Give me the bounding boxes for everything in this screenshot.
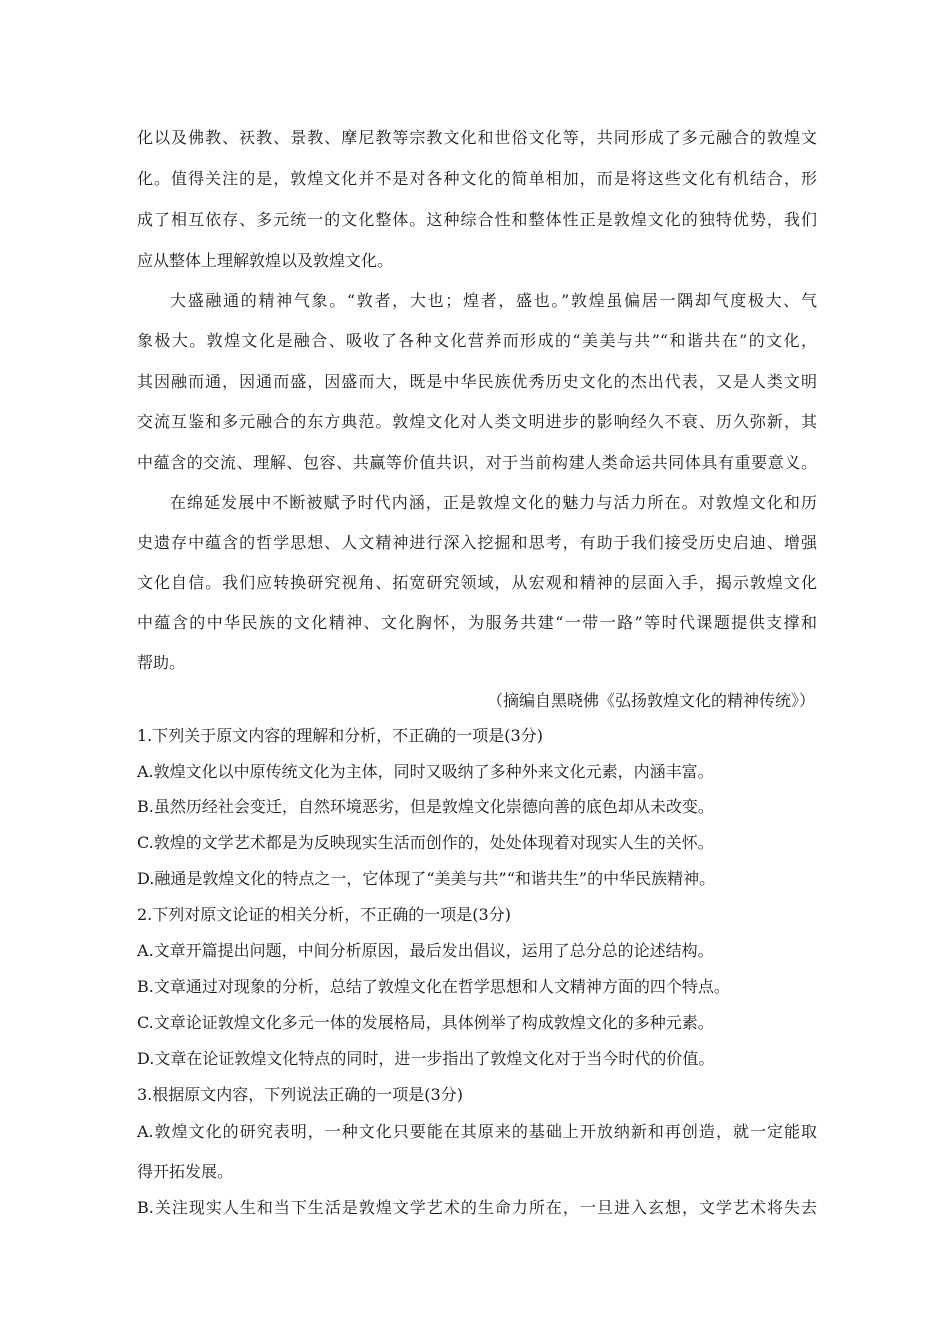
question-2-option-b: B.文章通过对现象的分析，总结了敦煌文化在哲学思想和人文精神方面的四个特点。 — [137, 977, 730, 996]
question-1-option-c: C.敦煌的文学艺术都是为反映现实生活而创作的，处处体现着对现实人生的关怀。 — [137, 833, 714, 852]
passage-p1-line-3: 成了相互依存、多元统一的文化整体。这种综合性和整体性正是敦煌文化的独特优势，我们 — [137, 210, 817, 229]
question-1-option-b: B.虽然历经社会变迁，自然环境恶劣，但是敦煌文化崇德向善的底色却从未改变。 — [137, 797, 714, 816]
question-3-option-a-line-2: 得开拓发展。 — [137, 1162, 234, 1181]
passage-p1-line-2: 化。值得关注的是，敦煌文化并不是对各种文化的简单相加，而是将这些文化有机结合，形 — [137, 169, 817, 188]
question-1-option-a: A.敦煌文化以中原传统文化为主体，同时又吸纳了多种外来文化元素，内涵丰富。 — [137, 762, 714, 781]
question-2-option-a: A.文章开篇提出问题，中间分析原因，最后发出倡议，运用了总分总的论述结构。 — [137, 941, 714, 960]
question-2-option-c: C.文章论证敦煌文化多元一体的发展格局，具体例举了构成敦煌文化的多种元素。 — [137, 1013, 714, 1032]
question-3-option-a-line-1: A.敦煌文化的研究表明，一种文化只要能在其原来的基础上开放纳新和再创造，就一定能取 — [137, 1122, 817, 1141]
passage-p1-line-1: 化以及佛教、祆教、景教、摩尼教等宗教文化和世俗文化等，共同形成了多元融合的敦煌文 — [137, 128, 817, 147]
passage-p3-line-4: 中蕴含的中华民族的文化精神、文化胸怀，为服务共建“一带一路”等时代课题提供支撑和 — [137, 613, 817, 632]
passage-p2-line-2: 象极大。敦煌文化是融合、吸收了各种文化营养而形成的“美美与共”“和谐共在”的文化， — [137, 331, 817, 350]
passage-p1-line-4: 应从整体上理解敦煌以及敦煌文化。 — [137, 251, 394, 270]
question-1-option-d: D.融通是敦煌文化的特点之一，它体现了“美美与共”“和谐共生”的中华民族精神。 — [137, 869, 716, 888]
passage-p2-line-5: 中蕴含的交流、理解、包容、共赢等价值共识，对于当前构建人类命运共同体具有重要意义。 — [137, 453, 817, 472]
question-1-stem: 1.下列关于原文内容的理解和分析，不正确的一项是(3分) — [137, 726, 543, 745]
passage-p3-line-5: 帮助。 — [137, 653, 186, 672]
passage-p3-line-2: 史遗存中蕴含的哲学思想、人文精神进行深入挖掘和思考，有助于我们接受历史启迪、增强 — [137, 533, 817, 552]
passage-p2-line-1: 大盛融通的精神气象。“敦者，大也；煌者，盛也。”敦煌虽偏居一隅却气度极大、气 — [170, 291, 817, 310]
question-3-stem: 3.根据原文内容，下列说法正确的一项是(3分) — [137, 1085, 463, 1104]
passage-p3-line-1: 在绵延发展中不断被赋予时代内涵，正是敦煌文化的魅力与活力所在。对敦煌文化和历 — [170, 493, 817, 512]
question-2-stem: 2.下列对原文论证的相关分析，不正确的一项是(3分) — [137, 905, 511, 924]
passage-p2-line-3: 其因融而通，因通而盛，因盛而大，既是中华民族优秀历史文化的杰出代表，又是人类文明 — [137, 372, 817, 391]
question-2-option-d: D.文章在论证敦煌文化特点的同时，进一步指出了敦煌文化对于当今时代的价值。 — [137, 1049, 715, 1068]
passage-source: （摘编自黑晓佛《弘扬敦煌文化的精神传统》） — [486, 691, 815, 710]
passage-p3-line-3: 文化自信。我们应转换研究视角、拓宽研究领域，从宏观和精神的层面入手，揭示敦煌文化 — [137, 573, 817, 592]
passage-p2-line-4: 交流互鉴和多元融合的东方典范。敦煌文化对人类文明进步的影响经久不衰、历久弥新，其 — [137, 412, 817, 431]
question-3-option-b-line-1: B.关注现实人生和当下生活是敦煌文学艺术的生命力所在，一旦进入玄想，文学艺术将失去 — [137, 1198, 817, 1217]
